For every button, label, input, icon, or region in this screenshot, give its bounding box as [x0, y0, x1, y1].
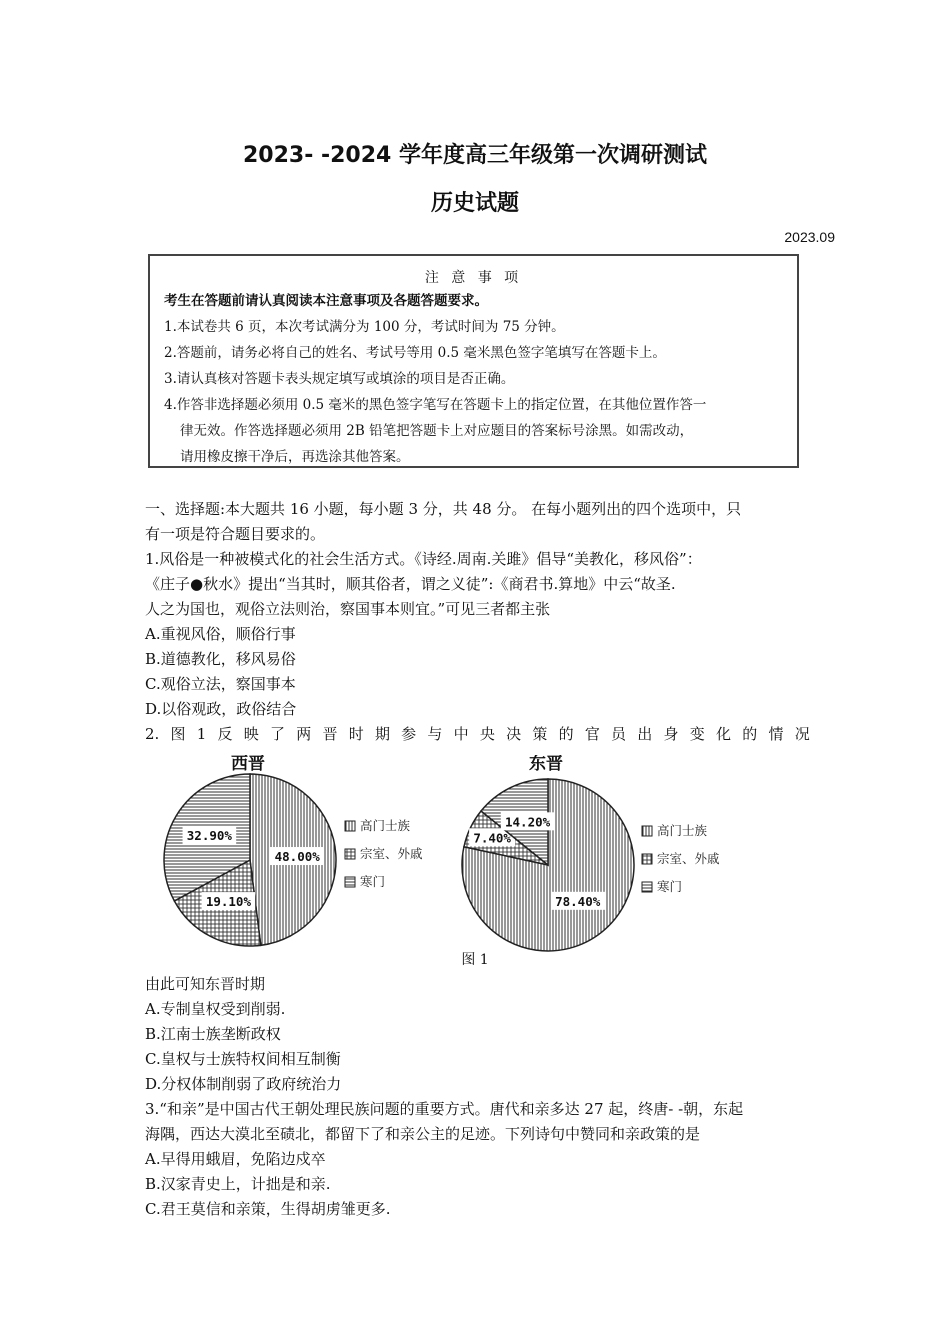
q2-stem-char: 1: [196, 725, 207, 743]
q2-stem-char: 的: [742, 725, 758, 743]
q2-stem-char: 央: [479, 725, 495, 743]
pie-data-label: 32.90%: [186, 827, 232, 843]
q2-stem-char: 反: [217, 725, 233, 743]
pie-data-label: 48.00%: [274, 849, 320, 865]
notice-item: 律无效。作答选择题必须用 2B 铅笔把答题卡上对应题目的答案标号涂黑。如需改动，: [180, 423, 694, 439]
section-intro: 有一项是符合题目要求的。: [145, 525, 326, 543]
q2-stem-char: 中: [453, 725, 469, 743]
q1-option-d: D.以俗观政，政俗结合: [145, 700, 297, 718]
q2-stem-char: 映: [243, 725, 259, 743]
legend-label: 宗室、外戚: [657, 851, 720, 866]
legend-swatch: [345, 821, 355, 831]
q2-stem-char: 两: [296, 725, 312, 743]
notice-item: 请用橡皮擦干净后，再选涂其他答案。: [180, 449, 410, 465]
q2-stem-char: 图: [170, 725, 186, 743]
q2-stem: 由此可知东晋时期: [145, 975, 266, 993]
pie-chart-eastern-jin: [462, 755, 720, 951]
q2-stem-char: 与: [427, 725, 443, 743]
legend-label: 高门士族: [360, 818, 411, 833]
q1-stem: 《庄子●秋水》提出“当其时，顺其俗者，谓之义徒”:《商君书.算地》中云“故圣.: [145, 575, 676, 593]
legend-label: 寒门: [657, 879, 683, 894]
q2-stem-char: 化: [715, 725, 731, 743]
q2-stem-char: 晋: [322, 725, 338, 743]
pie-data-label: 7.40%: [473, 830, 511, 846]
legend-swatch: [345, 877, 355, 887]
q2-stem-char: 员: [611, 725, 627, 743]
q2-stem-char: 决: [506, 725, 522, 743]
q3-option-b: B.汉家青史上，计拙是和亲.: [145, 1175, 331, 1193]
q1-stem: 人之为国也，观俗立法则治，察国事本则宜。”可见三者都主张: [145, 600, 551, 618]
legend-label: 寒门: [360, 874, 386, 889]
q2-option-c: C.皇权与士族特权间相互制衡: [145, 1050, 341, 1068]
q2-stem-char: 身: [663, 725, 679, 743]
pie-data-label: 14.20%: [505, 814, 551, 830]
q2-stem-char: 情: [768, 725, 784, 743]
notice-item: 2.答题前，请务必将自己的姓名、考试号等用 0.5 毫米黑色签字笔填写在答题卡上。: [164, 345, 666, 361]
notice-item: 1.本试卷共 6 页，本次考试满分为 100 分，考试时间为 75 分钟。: [164, 319, 565, 335]
figure-1-pie-charts: [150, 755, 810, 975]
pie-data-label: 19.10%: [205, 894, 251, 910]
notice-box: [148, 254, 799, 468]
exam-subtitle: 历史试题: [430, 191, 519, 216]
exam-date: 2023.09: [784, 229, 835, 245]
pie-data-label: 78.40%: [555, 893, 601, 909]
q2-stem-char: 参: [401, 725, 417, 743]
q2-stem-char: 况: [794, 725, 810, 743]
legend-swatch: [642, 826, 652, 836]
q2-stem-char: 变: [689, 725, 705, 743]
figure-caption: 图 1: [461, 952, 489, 968]
q1-stem: 1.风俗是一种被模式化的社会生活方式。《诗经.周南.关雎》倡导“美教化，移风俗”：: [145, 550, 702, 568]
section-intro: 一、选择题:本大题共 16 小题，每小题 3 分，共 48 分。 在每小题列出的四个选项中，只: [145, 500, 742, 518]
q2-option-b: B.江南士族垄断政权: [145, 1025, 281, 1043]
questions-part2: [145, 972, 810, 1222]
notice-item: 4.作答非选择题必须用 0.5 毫米的黑色签字笔写在答题卡上的指定位置，在其他位置作答一: [164, 397, 707, 413]
notice-title: 注 意 事 项: [424, 270, 523, 286]
legend-label: 高门士族: [657, 823, 708, 838]
pie-title: 东晋: [529, 755, 563, 774]
q1-option-b: B.道德教化，移风易俗: [145, 650, 296, 668]
pie-chart-western-jin: [164, 755, 423, 946]
q2-stem-char: 期: [374, 725, 390, 743]
pie-title: 西晋: [231, 755, 265, 774]
q2-stem: [145, 722, 810, 747]
questions-part1: [145, 497, 810, 747]
q1-option-c: C.观俗立法，察国事本: [145, 675, 296, 693]
legend-label: 宗室、外戚: [360, 846, 423, 861]
legend-swatch: [642, 854, 652, 864]
q2-stem-char: 策: [532, 725, 548, 743]
notice-item: 3.请认真核对答题卡表头规定填写或填涂的项目是否正确。: [164, 371, 515, 387]
q3-stem: 3.“和亲”是中国古代王朝处理民族问题的重要方式。唐代和亲多达 27 起，终唐- -朝，东起: [145, 1100, 744, 1118]
exam-title: 2023- -2024 学年度高三年级第一次调研测试: [242, 143, 708, 168]
q2-stem-char: 了: [270, 725, 286, 743]
legend-swatch: [345, 849, 355, 859]
q2-stem-char: 的: [558, 725, 574, 743]
q2-stem-char: 2.: [145, 725, 160, 743]
q1-option-a: A.重视风俗，顺俗行事: [145, 625, 296, 643]
notice-heading: 考生在答题前请认真阅读本注意事项及各题答题要求。: [164, 293, 488, 309]
q2-stem-char: 官: [584, 725, 600, 743]
q2-option-a: A.专制皇权受到削弱.: [145, 1000, 286, 1018]
q3-option-c: C.君王莫信和亲策，生得胡虏雏更多.: [145, 1200, 391, 1218]
q2-stem-char: 出: [637, 725, 653, 743]
q2-stem-char: 时: [348, 725, 364, 743]
q3-stem: 海隅，西达大漠北至碛北，都留下了和亲公主的足迹。下列诗句中赞同和亲政策的是: [145, 1125, 701, 1143]
legend-swatch: [642, 882, 652, 892]
q2-option-d: D.分权体制削弱了政府统治力: [145, 1075, 342, 1093]
q3-option-a: A.早得用蛾眉，免陷边戍卒: [145, 1150, 326, 1168]
